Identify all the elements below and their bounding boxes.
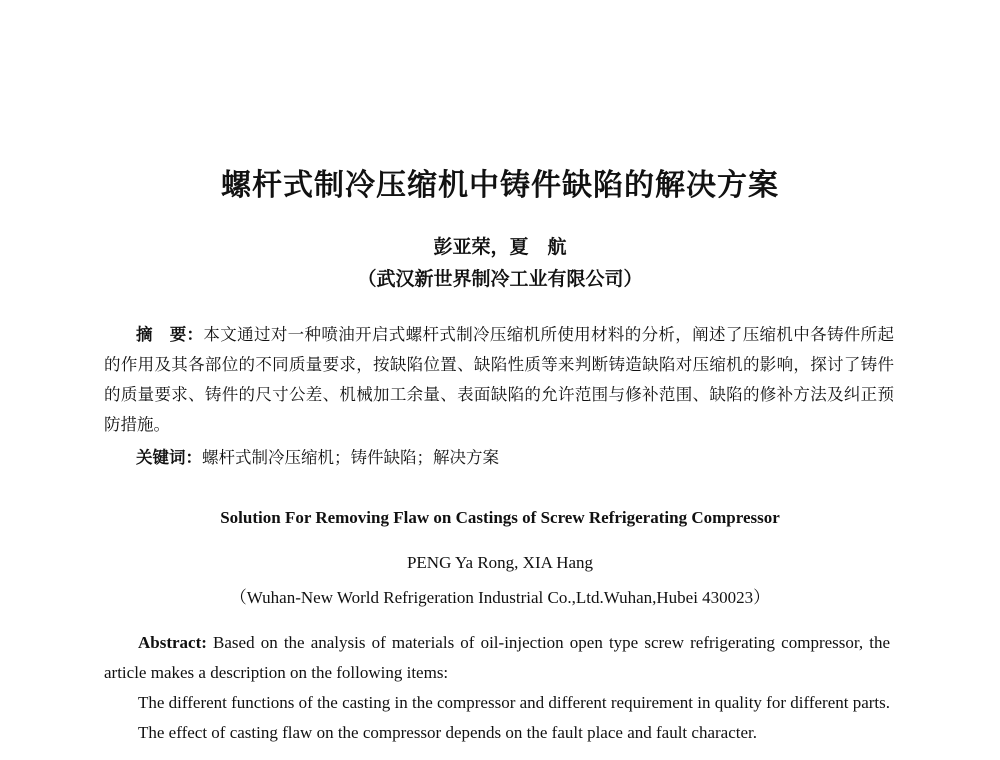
- abstract-en-paragraph-3: The effect of casting flaw on the compressor depends on the fault place and fault character.: [138, 723, 757, 742]
- keywords-cn: [136, 443, 896, 473]
- abstract-cn: [104, 320, 894, 440]
- abstract-en-label: Abstract:: [138, 633, 207, 652]
- paper-title-cn: 螺杆式制冷压缩机中铸件缺陷的解决方案: [221, 168, 779, 203]
- authors-en: PENG Ya Rong, XIA Hang: [406, 553, 594, 572]
- abstract-en-text-1: Based on the analysis of materials of oil-injection open type screw refrigerating compressor, the article makes a description on the following items:: [104, 633, 891, 682]
- keywords-cn-label: 关键词：: [136, 448, 202, 467]
- paper-title-en: Solution For Removing Flaw on Castings of Screw Refrigerating Compressor: [220, 508, 780, 527]
- affiliation-cn: （武汉新世界制冷工业有限公司）: [357, 268, 643, 290]
- keywords-cn-text: 螺杆式制冷压缩机；铸件缺陷；解决方案: [202, 448, 499, 467]
- abstract-en-paragraph-2: The different functions of the casting in the compressor and different requirement in quality for different parts.: [138, 693, 891, 712]
- abstract-cn-label: 摘 要：: [136, 325, 204, 344]
- authors-cn: 彭亚荣，夏 航: [433, 236, 567, 258]
- abstract-en: [104, 628, 890, 748]
- abstract-cn-text: 本文通过对一种喷油开启式螺杆式制冷压缩机所使用材料的分析，阐述了压缩机中各铸件所起的作用及其各部位的不同质量要求，按缺陷位置、缺陷性质等来判断铸造缺陷对压缩机的影响，探讨了铸件的质量要求、铸件的尺寸公差、机械加工余量、表面缺陷的允许范围与修补范围、缺陷的修补方法及纠正预防措施。: [104, 325, 895, 434]
- abstract-en-paragraph-1: [104, 628, 890, 688]
- affiliation-en: （Wuhan-New World Refrigeration Industrial Co.,Ltd.Wuhan,Hubei 430023）: [229, 588, 771, 607]
